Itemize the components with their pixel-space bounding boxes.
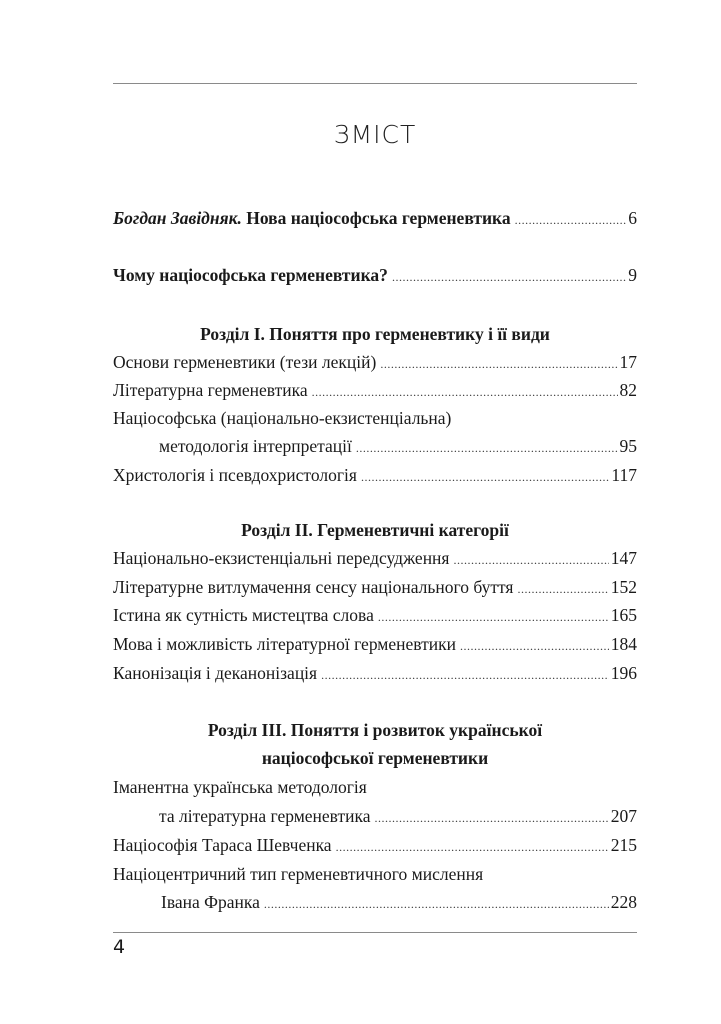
toc-entry[interactable] [113,380,637,406]
toc-entry-page: 147 [610,548,637,568]
toc-entry-why[interactable] [113,265,637,291]
toc-entry-page: 6 [628,208,637,228]
toc-entry-page: 117 [611,465,637,485]
toc-entry-page: 196 [610,663,637,683]
toc-entry[interactable] [113,835,637,861]
dot-leader [264,897,609,912]
toc-entry-title: Чому націософська герменевтика? [113,265,388,285]
bottom-rule [113,932,637,933]
toc-entry-title-line2: методологія інтерпретації [159,436,352,456]
toc-entry-page: 82 [619,380,637,400]
section-heading-3-line1: Розділ III. Поняття і розвиток української [207,720,543,740]
dot-leader [321,668,609,683]
toc-entry[interactable] [159,806,637,832]
section-heading-1: Розділ I. Поняття про герменевтику і її види [200,324,550,344]
toc-entry[interactable] [113,634,637,660]
dot-leader [336,840,609,855]
toc-entry-intro[interactable] [113,208,637,234]
toc-entry-page: 165 [610,605,637,625]
toc-entry-page: 184 [610,634,637,654]
toc-entry-page: 228 [610,892,637,912]
toc-entry-title: Істина як сутність мистецтва слова [113,605,374,625]
dot-leader [460,639,609,654]
toc-entry[interactable] [113,577,637,603]
toc-entry-title-line2: Івана Франка [161,892,260,912]
toc-entry[interactable] [113,663,637,689]
toc-entry[interactable] [159,436,637,462]
toc-entry[interactable] [161,892,637,918]
toc-entry[interactable] [113,605,637,631]
page-title: ЗМІСТ [333,120,417,149]
toc-entry-title-line1[interactable]: Націософська (національно-екзистенціальна) [113,408,452,428]
toc-entry-page: 215 [610,835,637,855]
toc-entry-title-line2: та літературна герменевтика [159,806,371,826]
toc-entry-page: 207 [610,806,637,826]
toc-entry-page: 17 [619,352,637,372]
toc-entry-title: Основи герменевтики (тези лекцій) [113,352,377,372]
section-heading-3-line2: націософської герменевтики [261,748,489,768]
toc-entry-title-line1[interactable]: Іманентна українська методологія [113,777,367,797]
top-rule [113,83,637,84]
toc-entry-title: Літературна герменевтика [113,380,308,400]
dot-leader [453,553,608,568]
dot-leader [312,385,618,400]
section-heading-2: Розділ II. Герменевтичні категорії [241,520,509,540]
dot-leader [517,582,608,597]
toc-entry-title: Національно-екзистенціальні передсудження [113,548,450,568]
dot-leader [515,213,627,228]
dot-leader [375,811,609,826]
toc-entry-page: 152 [610,577,637,597]
toc-entry[interactable] [113,465,637,491]
toc-entry[interactable] [113,352,637,378]
dot-leader [361,470,609,485]
dot-leader [392,270,626,285]
toc-entry-title-line1[interactable]: Націоцентричний тип герменевтичного мислення [113,864,484,884]
toc-entry-author: Богдан Завідняк. [113,208,242,228]
toc-entry-title: Націософія Тараса Шевченка [113,835,332,855]
toc-entry-title: Мова і можливість літературної герменевтики [113,634,456,654]
dot-leader [380,357,617,372]
toc-entry-title [113,208,511,229]
toc-entry-page: 9 [628,265,637,285]
dot-leader [356,441,618,456]
toc-entry-page: 95 [619,436,637,456]
toc-entry-title-text: Нова націософська герменевтика [241,208,511,228]
toc-entry-title: Літературне витлумачення сенсу національного буття [113,577,514,597]
dot-leader [378,610,609,625]
toc-entry[interactable] [113,548,637,574]
toc-entry-title: Канонізація і деканонізація [113,663,318,683]
toc-entry-title: Христологія і псевдохристологія [113,465,357,485]
page-number: 4 [113,936,126,958]
